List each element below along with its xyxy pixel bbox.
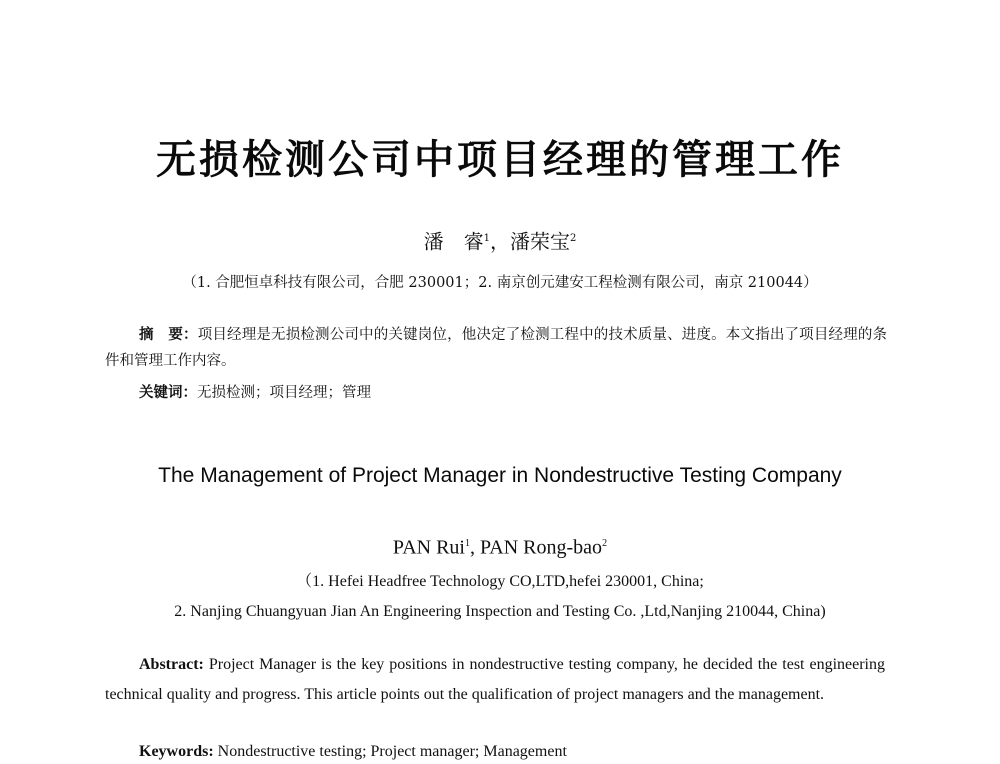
- english-author-separator: ,: [470, 536, 480, 559]
- english-author-2: PAN Rong-bao: [480, 536, 603, 559]
- chinese-authors: [0, 225, 1000, 256]
- chinese-keywords: [139, 381, 879, 405]
- chinese-affiliation: （1. 合肥恒卓科技有限公司，合肥 230001；2. 南京创元建安工程检测有限公司，南京 210044）: [182, 275, 818, 291]
- chinese-keywords-text: 无损检测；项目经理；管理: [197, 385, 371, 401]
- english-title: The Management of Project Manager in Nondestructive Testing Company: [158, 464, 842, 487]
- english-keywords-text: Nondestructive testing; Project manager; Management: [213, 743, 567, 760]
- chinese-abstract-text: 项目经理是无损检测公司中的关键岗位，他决定了检测工程中的技术质量、进度。本文指出了项目经理的条件和管理工作内容。: [105, 327, 888, 369]
- chinese-author-2: 潘荣宝: [510, 229, 570, 254]
- english-affiliation-2: 2. Nanjing Chuangyuan Jian An Engineering Inspection and Testing Co. ,Ltd,Nanjing 210044, China): [174, 603, 826, 620]
- chinese-author-1-affil-mark: 1: [483, 233, 490, 244]
- english-affiliation-1: （1. Hefei Headfree Technology CO,LTD,hefei 230001, China;: [296, 573, 704, 590]
- chinese-abstract: [105, 322, 887, 374]
- chinese-keywords-label: 关键词：: [139, 385, 197, 401]
- english-abstract: [105, 650, 885, 710]
- chinese-author-separator: ，: [490, 229, 510, 254]
- english-keywords: [139, 740, 879, 764]
- english-keywords-label: Keywords:: [139, 743, 214, 760]
- english-author-2-affil-mark: 2: [602, 538, 608, 549]
- chinese-title: 无损检测公司中项目经理的管理工作: [156, 137, 844, 183]
- chinese-abstract-label: 摘 要：: [139, 327, 198, 343]
- english-authors: [0, 530, 1000, 562]
- english-author-1: PAN Rui: [392, 536, 465, 559]
- chinese-author-2-affil-mark: 2: [570, 233, 577, 244]
- english-author-1-affil-mark: 1: [465, 538, 470, 549]
- chinese-author-1: 潘 睿: [423, 229, 484, 254]
- english-abstract-label: Abstract:: [139, 656, 204, 673]
- english-abstract-text: Project Manager is the key positions in nondestructive testing company, he decided the test engineering technical quality and progress. This article points out the qualification of project managers and the management.: [105, 656, 885, 703]
